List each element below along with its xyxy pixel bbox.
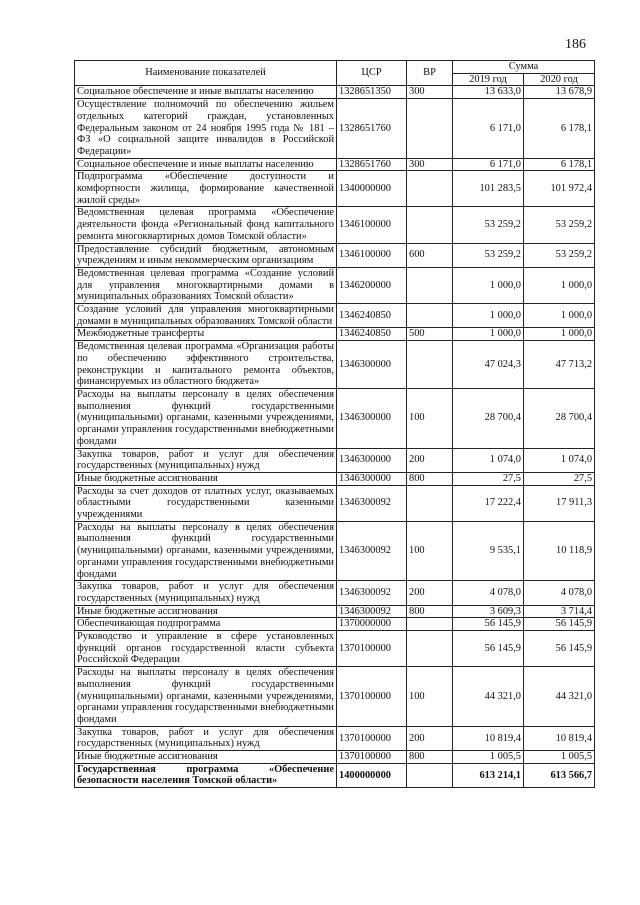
row-sum-2020: 28 700,4 [524,388,595,448]
row-vr [407,304,453,328]
row-csr: 1400000000 [337,763,407,787]
row-vr [407,763,453,787]
row-sum-2019: 4 078,0 [453,581,524,605]
table-row [75,207,595,243]
row-csr: 1346240850 [337,304,407,328]
row-csr: 1370000000 [337,618,407,631]
row-sum-2019: 53 259,2 [453,207,524,243]
row-vr [407,99,453,159]
row-csr: 1370100000 [337,667,407,727]
row-name: Руководство и управление в сфере установленных функций органов государственной власти субъекта Российской Федерации [75,631,337,667]
row-sum-2020: 6 178,1 [524,99,595,159]
page-number: 186 [565,37,586,52]
table-body [75,86,595,788]
row-sum-2020: 1 074,0 [524,448,595,472]
row-sum-2020: 56 145,9 [524,618,595,631]
row-sum-2019: 6 171,0 [453,99,524,159]
row-name: Закупка товаров, работ и услуг для обеспечения государственных (муниципальных) нужд [75,726,337,750]
row-name: Межбюджетные трансферты [75,328,337,341]
budget-table [74,60,595,788]
table-row [75,448,595,472]
row-sum-2020: 44 321,0 [524,667,595,727]
table-row [75,618,595,631]
table-row [75,267,595,303]
row-sum-2020: 1 005,5 [524,751,595,764]
row-vr: 500 [407,328,453,341]
table-row [75,485,595,521]
row-name: Обеспечивающая подпрограмма [75,618,337,631]
row-sum-2020: 27,5 [524,472,595,485]
row-name: Расходы на выплаты персоналу в целях обеспечения выполнения функций государственными (муниципальными) органами, казенными учреждениями, органами управления государственными внебюджетными фондами [75,388,337,448]
row-vr [407,171,453,207]
row-vr: 800 [407,472,453,485]
row-name: Ведомственная целевая программа «Создание условий для управления многоквартирными домами в муниципальных образованиях Томской области» [75,267,337,303]
table-row [75,99,595,159]
row-csr: 1346300092 [337,521,407,581]
row-name: Ведомственная целевая программа «Организация работы по обеспечению эффективного строительства, реконструкции и капитального ремонта объектов, финансируемых из областного бюджета» [75,341,337,389]
row-csr: 1346300000 [337,388,407,448]
row-name: Государственная программа «Обеспечение безопасности населения Томской области» [75,763,337,787]
table-row [75,171,595,207]
row-csr: 1346100000 [337,207,407,243]
row-sum-2020: 1 000,0 [524,304,595,328]
row-vr: 100 [407,388,453,448]
table-row [75,521,595,581]
table-row [75,763,595,787]
row-name: Подпрограмма «Обеспечение доступности и комфортности жилища, формирование качественной жилой среды» [75,171,337,207]
table-row [75,605,595,618]
row-sum-2020: 6 178,1 [524,158,595,171]
row-sum-2019: 1 005,5 [453,751,524,764]
row-csr: 1370100000 [337,631,407,667]
header-year-2020: 2020 год [524,73,595,86]
table-row [75,388,595,448]
row-name: Социальное обеспечение и иные выплаты населению [75,158,337,171]
row-vr: 100 [407,521,453,581]
row-vr: 200 [407,581,453,605]
row-sum-2020: 53 259,2 [524,243,595,267]
row-sum-2019: 1 074,0 [453,448,524,472]
row-sum-2020: 613 566,7 [524,763,595,787]
row-csr: 1346300000 [337,341,407,389]
row-sum-2020: 47 713,2 [524,341,595,389]
row-vr [407,631,453,667]
row-name: Осуществление полномочий по обеспечению жильем отдельных категорий граждан, установленных Федеральным законом от 24 ноября 1995 года № 181 – ФЗ «О социальной защите инвалидов в Российской Федерации» [75,99,337,159]
row-csr: 1328651350 [337,86,407,99]
row-vr: 600 [407,243,453,267]
row-sum-2019: 13 633,0 [453,86,524,99]
row-sum-2019: 44 321,0 [453,667,524,727]
row-sum-2019: 27,5 [453,472,524,485]
row-name: Иные бюджетные ассигнования [75,751,337,764]
row-name: Иные бюджетные ассигнования [75,472,337,485]
row-sum-2019: 1 000,0 [453,304,524,328]
row-sum-2019: 56 145,9 [453,631,524,667]
row-csr: 1346300092 [337,485,407,521]
row-vr [407,618,453,631]
row-vr: 800 [407,751,453,764]
row-name: Иные бюджетные ассигнования [75,605,337,618]
row-name: Ведомственная целевая программа «Обеспечение деятельности фонда «Региональный фонд капитального ремонта многоквартирных домов Томской области» [75,207,337,243]
row-sum-2020: 101 972,4 [524,171,595,207]
row-csr: 1370100000 [337,751,407,764]
row-sum-2020: 56 145,9 [524,631,595,667]
table-row [75,631,595,667]
row-sum-2019: 6 171,0 [453,158,524,171]
row-sum-2019: 1 000,0 [453,328,524,341]
row-vr: 300 [407,86,453,99]
row-sum-2019: 10 819,4 [453,726,524,750]
row-name: Расходы на выплаты персоналу в целях обеспечения выполнения функций государственными (муниципальными) органами, казенными учреждениями, органами управления государственными внебюджетными фондами [75,667,337,727]
row-csr: 1328651760 [337,99,407,159]
row-name: Социальное обеспечение и иные выплаты населению [75,86,337,99]
row-vr: 300 [407,158,453,171]
table-row [75,667,595,727]
row-sum-2019: 3 609,3 [453,605,524,618]
row-csr: 1370100000 [337,726,407,750]
row-sum-2019: 17 222,4 [453,485,524,521]
table-row [75,751,595,764]
table-row [75,341,595,389]
table-row [75,328,595,341]
header-sum: Сумма [453,61,595,74]
row-csr: 1346300000 [337,472,407,485]
row-sum-2019: 53 259,2 [453,243,524,267]
row-name: Закупка товаров, работ и услуг для обеспечения государственных (муниципальных) нужд [75,581,337,605]
table-row [75,581,595,605]
row-vr [407,267,453,303]
row-sum-2020: 1 000,0 [524,267,595,303]
row-sum-2019: 101 283,5 [453,171,524,207]
table-row [75,472,595,485]
row-name: Предоставление субсидий бюджетным, автономным учреждениям и иным некоммерческим организациям [75,243,337,267]
row-sum-2020: 10 118,9 [524,521,595,581]
row-sum-2019: 613 214,1 [453,763,524,787]
row-vr: 100 [407,667,453,727]
row-vr: 800 [407,605,453,618]
row-csr: 1346300092 [337,581,407,605]
row-vr: 200 [407,726,453,750]
row-csr: 1346300000 [337,448,407,472]
row-vr [407,485,453,521]
row-name: Расходы за счет доходов от платных услуг, оказываемых областными государственными казенными учреждениями [75,485,337,521]
header-vr: ВР [407,61,453,86]
row-sum-2019: 56 145,9 [453,618,524,631]
row-sum-2019: 9 535,1 [453,521,524,581]
row-vr [407,341,453,389]
row-name: Закупка товаров, работ и услуг для обеспечения государственных (муниципальных) нужд [75,448,337,472]
row-sum-2020: 1 000,0 [524,328,595,341]
row-sum-2019: 1 000,0 [453,267,524,303]
table-row [75,158,595,171]
row-csr: 1346300092 [337,605,407,618]
row-sum-2020: 53 259,2 [524,207,595,243]
row-csr: 1346100000 [337,243,407,267]
row-name: Создание условий для управления многоквартирными домами в муниципальных образованиях Томской области [75,304,337,328]
row-vr: 200 [407,448,453,472]
row-name: Расходы на выплаты персоналу в целях обеспечения выполнения функций государственными (муниципальными) органами, казенными учреждениями, органами управления государственными внебюджетными фондами [75,521,337,581]
table-row [75,726,595,750]
row-sum-2020: 13 678,9 [524,86,595,99]
header-year-2019: 2019 год [453,73,524,86]
row-vr [407,207,453,243]
row-csr: 1340000000 [337,171,407,207]
row-sum-2019: 28 700,4 [453,388,524,448]
row-sum-2020: 17 911,3 [524,485,595,521]
row-csr: 1346200000 [337,267,407,303]
row-csr: 1328651760 [337,158,407,171]
row-sum-2019: 47 024,3 [453,341,524,389]
table-row [75,86,595,99]
table-row [75,304,595,328]
table-row [75,243,595,267]
header-csr: ЦСР [337,61,407,86]
row-sum-2020: 4 078,0 [524,581,595,605]
row-sum-2020: 10 819,4 [524,726,595,750]
row-sum-2020: 3 714,4 [524,605,595,618]
header-name: Наименование показателей [75,61,337,86]
row-csr: 1346240850 [337,328,407,341]
